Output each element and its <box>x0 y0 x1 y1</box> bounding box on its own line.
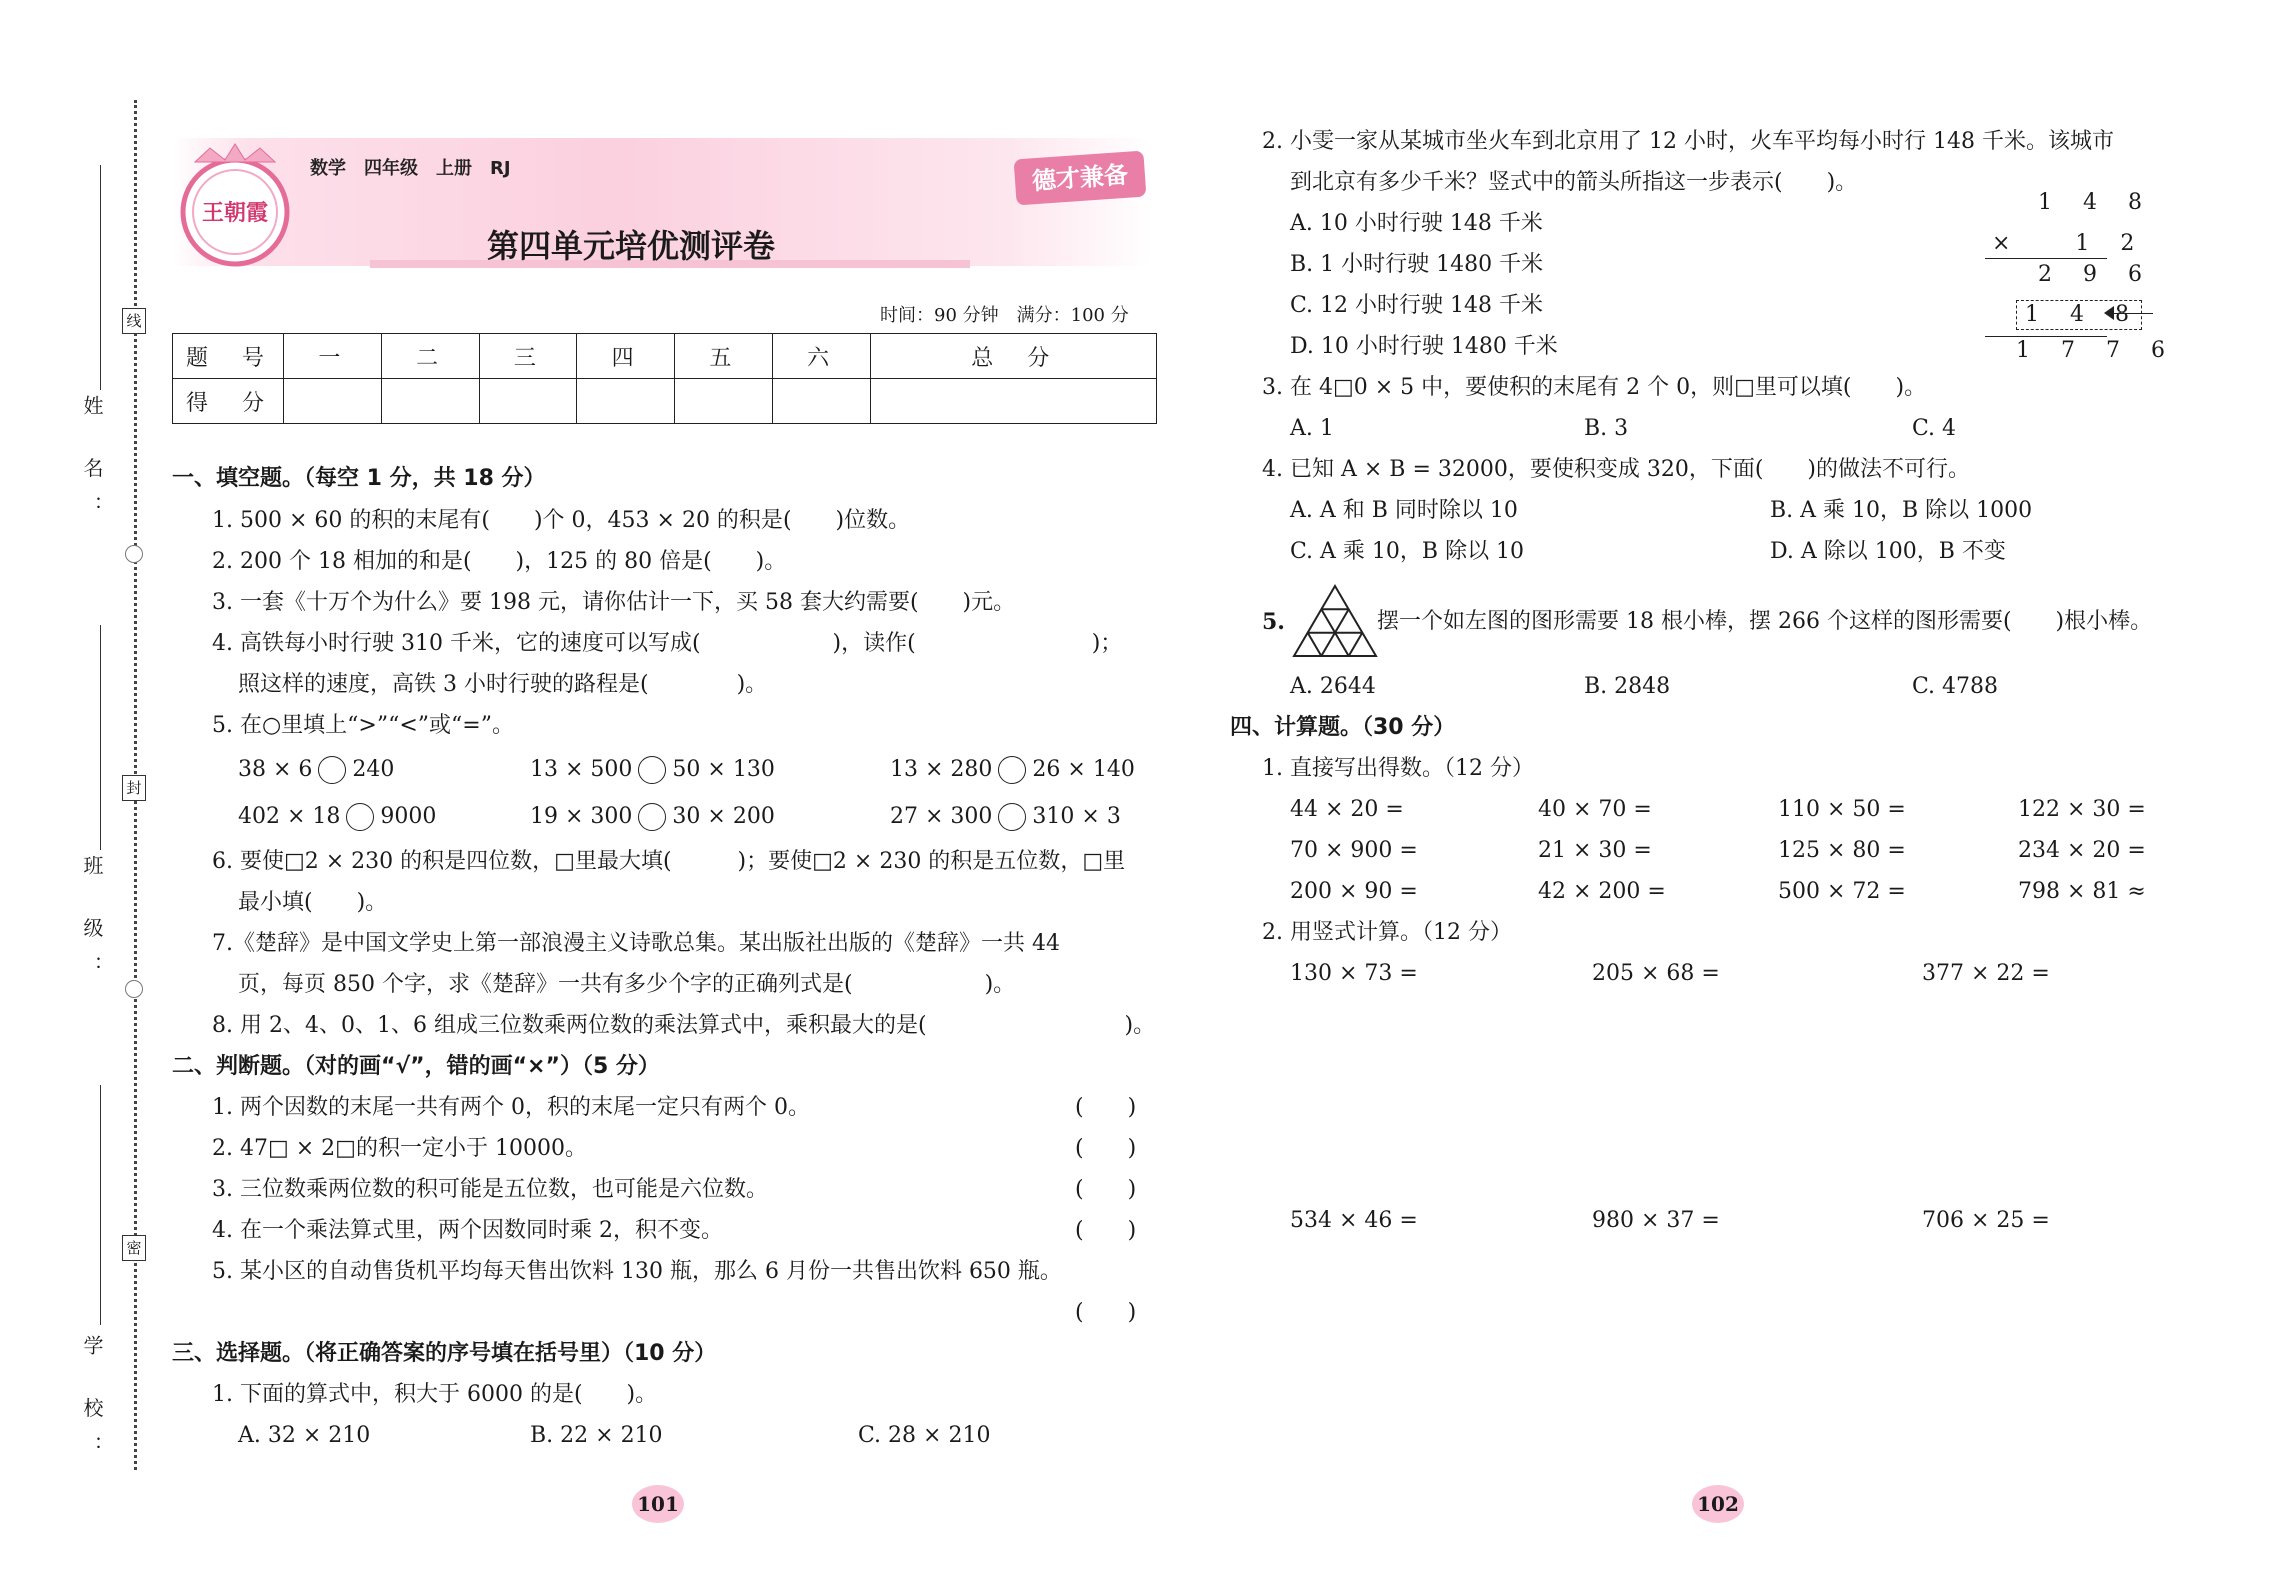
time-score-info: 时间：90 分钟 满分：100 分 <box>880 305 1129 326</box>
choice-q3-option-a[interactable]: A. 1 <box>1290 416 1334 441</box>
fill-q3: 3. 一套《十万个为什么》要 198 元，请你估计一下，买 58 套大约需要( )元。 <box>212 590 1016 615</box>
section3-heading: 三、选择题。（将正确答案的序号填在括号里）（10 分） <box>172 1341 717 1366</box>
section4-heading: 四、计算题。（30 分） <box>1230 715 1456 740</box>
cell: 五 <box>675 334 773 379</box>
choice-q2-line1: 2. 小雯一家从某城市坐火车到北京用了 12 小时，火车平均每小时行 148 千米。该城市 <box>1262 129 2114 154</box>
cell: 总 分 <box>870 334 1157 379</box>
judge-item-5: 5. 某小区的自动售货机平均每天售出饮料 130 瓶，那么 6 月份一共售出饮料 650 瓶。 <box>212 1259 1062 1284</box>
score-input-cell[interactable] <box>284 379 382 424</box>
vcalc-row: × 1 2 <box>1992 231 2147 256</box>
binding-hole <box>125 545 143 563</box>
name-underline <box>100 165 101 390</box>
cut-char-seal: 封 <box>122 775 146 801</box>
direct-calc: 42 × 200 = <box>1538 879 1666 904</box>
vertical-calc-item: 706 × 25 = <box>1922 1208 2050 1233</box>
compare-circle[interactable] <box>346 803 374 831</box>
direct-calc: 110 × 50 = <box>1778 797 1906 822</box>
compare-circle[interactable] <box>318 756 346 784</box>
score-input-cell[interactable] <box>381 379 479 424</box>
choice-q2-option-b[interactable]: B. 1 小时行驶 1480 千米 <box>1290 252 1544 277</box>
school-underline <box>100 1085 101 1325</box>
arrowhead-icon <box>2104 306 2114 320</box>
direct-calc: 798 × 81 ≈ <box>2018 879 2146 904</box>
page-number-left: 101 <box>632 1485 684 1523</box>
direct-calc: 44 × 20 = <box>1290 797 1404 822</box>
fill-q8: 8. 用 2、4、0、1、6 组成三位数乘两位数的乘法算式中，乘积最大的是( )。 <box>212 1013 1156 1038</box>
score-table-header-row <box>173 334 1157 379</box>
cell: 四 <box>577 334 675 379</box>
choice-q4: 4. 已知 A × B = 32000，要使积变成 320，下面( )的做法不可行。 <box>1262 457 1971 482</box>
compare-item: 13 × 280 26 × 140 <box>890 757 1135 782</box>
score-table <box>172 333 1157 424</box>
judge-item-4: 4. 在一个乘法算式里，两个因数同时乘 2，积不变。 <box>212 1218 723 1243</box>
cell: 二 <box>381 334 479 379</box>
compare-item: 19 × 300 30 × 200 <box>530 804 775 829</box>
section2-heading: 二、判断题。（对的画“√”，错的画“×”）（5 分） <box>172 1054 660 1079</box>
calc-sub2-heading: 2. 用竖式计算。（12 分） <box>1262 920 1512 945</box>
vcalc-highlighted-row: 1 4 8 <box>2016 300 2142 330</box>
direct-calc: 40 × 70 = <box>1538 797 1652 822</box>
choice-q5-number: 5. <box>1262 609 1285 635</box>
choice-q5-option-b[interactable]: B. 2848 <box>1584 674 1671 699</box>
compare-item: 27 × 300 310 × 3 <box>890 804 1121 829</box>
choice-q4-option-b[interactable]: B. A 乘 10，B 除以 1000 <box>1770 498 2033 523</box>
vertical-calc-item: 130 × 73 = <box>1290 961 1418 986</box>
fill-q1: 1. 500 × 60 的积的末尾有( )个 0，453 × 20 的积是( )位数。 <box>212 508 911 533</box>
vcalc-rule <box>1985 336 2107 337</box>
fill-q6-line1: 6. 要使□2 × 230 的积是四位数，□里最大填( )；要使□2 × 230 的积是五位数，□里 <box>212 849 1126 874</box>
judge-item-1: 1. 两个因数的末尾一共有两个 0，积的末尾一定只有两个 0。 <box>212 1095 810 1120</box>
choice-q2-option-a[interactable]: A. 10 小时行驶 148 千米 <box>1290 211 1543 236</box>
fill-q6-line2: 最小填( )。 <box>238 890 388 915</box>
judge-answer-paren[interactable]: ( ) <box>1075 1095 1137 1120</box>
brand-logo <box>175 140 295 270</box>
direct-calc: 70 × 900 = <box>1290 838 1418 863</box>
choice-q3: 3. 在 4□0 × 5 中，要使积的末尾有 2 个 0，则□里可以填( )。 <box>1262 375 1927 400</box>
compare-circle[interactable] <box>638 803 666 831</box>
page-title: 第四单元培优测评卷 <box>487 227 776 265</box>
fill-q4-line1: 4. 高铁每小时行驶 310 千米，它的速度可以写成( )，读作( )； <box>212 631 1123 656</box>
header-subject-info: 数学 四年级 上册 RJ <box>310 158 511 179</box>
compare-item: 402 × 18 9000 <box>238 804 437 829</box>
choice-q4-option-c[interactable]: C. A 乘 10，B 除以 10 <box>1290 539 1525 564</box>
choice-q2-option-d[interactable]: D. 10 小时行驶 1480 千米 <box>1290 334 1558 359</box>
vcalc-row: 2 9 6 <box>2038 262 2154 287</box>
arrow-left-icon <box>2108 313 2153 314</box>
choice-q3-option-c[interactable]: C. 4 <box>1912 416 1957 441</box>
vertical-calc-item: 377 × 22 = <box>1922 961 2050 986</box>
choice-q1-option-c[interactable]: C. 28 × 210 <box>858 1423 991 1448</box>
judge-answer-paren[interactable]: ( ) <box>1075 1300 1137 1325</box>
fill-q7-line2: 页，每页 850 个字，求《楚辞》一共有多少个字的正确列式是( )。 <box>238 972 1016 997</box>
badge-virtue: 德才兼备 <box>1014 151 1147 206</box>
vcalc-rule <box>1985 258 2107 259</box>
score-input-cell[interactable] <box>772 379 870 424</box>
cell: 一 <box>284 334 382 379</box>
direct-calc: 200 × 90 = <box>1290 879 1418 904</box>
score-table-score-row <box>173 379 1157 424</box>
judge-answer-paren[interactable]: ( ) <box>1075 1136 1137 1161</box>
cut-char-line: 线 <box>122 308 146 334</box>
name-label: 姓 名： <box>80 395 104 534</box>
class-label: 班 级： <box>80 855 104 994</box>
brand-logo-text: 王朝霞 <box>201 200 269 226</box>
direct-calc: 21 × 30 = <box>1538 838 1652 863</box>
choice-q5-option-c[interactable]: C. 4788 <box>1912 674 1999 699</box>
fill-q2: 2. 200 个 18 相加的和是( )，125 的 80 倍是( )。 <box>212 549 787 574</box>
judge-item-2: 2. 47□ × 2□的积一定小于 10000。 <box>212 1136 587 1161</box>
choice-q1-option-a[interactable]: A. 32 × 210 <box>238 1423 371 1448</box>
choice-q4-option-a[interactable]: A. A 和 B 同时除以 10 <box>1290 498 1518 523</box>
choice-q5: 摆一个如左图的图形需要 18 根小棒，摆 266 个这样的图形需要( )根小棒。 <box>1377 609 2153 634</box>
vertical-calc-item: 534 × 46 = <box>1290 1208 1418 1233</box>
direct-calc: 122 × 30 = <box>2018 797 2146 822</box>
vertical-calc-item: 205 × 68 = <box>1592 961 1720 986</box>
score-input-cell[interactable] <box>479 379 577 424</box>
triangle-stick-figure <box>1290 582 1380 660</box>
score-input-cell[interactable] <box>870 379 1157 424</box>
cell: 题 号 <box>173 334 284 379</box>
vcalc-row: 1 7 7 6 <box>2016 338 2177 363</box>
compare-circle[interactable] <box>998 803 1026 831</box>
score-input-cell[interactable] <box>577 379 675 424</box>
calc-sub1-heading: 1. 直接写出得数。（12 分） <box>1262 756 1534 781</box>
score-input-cell[interactable] <box>675 379 773 424</box>
judge-answer-paren[interactable]: ( ) <box>1075 1218 1137 1243</box>
choice-q1-option-b[interactable]: B. 22 × 210 <box>530 1423 663 1448</box>
vertical-calc-item: 980 × 37 = <box>1592 1208 1720 1233</box>
vcalc-row: 1 4 8 <box>2038 190 2154 215</box>
choice-q5-option-a[interactable]: A. 2644 <box>1290 674 1376 699</box>
page-number-right: 102 <box>1692 1485 1744 1523</box>
school-label: 学 校： <box>80 1335 104 1474</box>
binding-hole <box>125 980 143 998</box>
choice-q2-line2: 到北京有多少千米？竖式中的箭头所指这一步表示( )。 <box>1290 170 1858 195</box>
fill-q7-line1: 7.《楚辞》是中国文学史上第一部浪漫主义诗歌总集。某出版社出版的《楚辞》一共 44 <box>212 931 1060 956</box>
cell: 三 <box>479 334 577 379</box>
choice-q4-option-d[interactable]: D. A 除以 100，B 不变 <box>1770 539 2006 564</box>
judge-answer-paren[interactable]: ( ) <box>1075 1177 1137 1202</box>
judge-item-3: 3. 三位数乘两位数的积可能是五位数，也可能是六位数。 <box>212 1177 768 1202</box>
direct-calc: 500 × 72 = <box>1778 879 1906 904</box>
cell: 得 分 <box>173 379 284 424</box>
direct-calc: 125 × 80 = <box>1778 838 1906 863</box>
compare-circle[interactable] <box>998 756 1026 784</box>
class-underline <box>100 625 101 850</box>
choice-q1: 1. 下面的算式中，积大于 6000 的是( )。 <box>212 1382 658 1407</box>
compare-item: 13 × 500 50 × 130 <box>530 757 775 782</box>
direct-calc: 234 × 20 = <box>2018 838 2146 863</box>
cut-char-secret: 密 <box>122 1235 146 1261</box>
section1-heading: 一、填空题。（每空 1 分，共 18 分） <box>172 466 546 491</box>
choice-q3-option-b[interactable]: B. 3 <box>1584 416 1629 441</box>
choice-q2-option-c[interactable]: C. 12 小时行驶 148 千米 <box>1290 293 1544 318</box>
cell: 六 <box>772 334 870 379</box>
compare-item: 38 × 6 240 <box>238 757 395 782</box>
fill-q5: 5. 在○里填上“>”“<”或“=”。 <box>212 713 514 738</box>
compare-circle[interactable] <box>638 756 666 784</box>
fill-q4-line2: 照这样的速度，高铁 3 小时行驶的路程是( )。 <box>238 672 768 697</box>
